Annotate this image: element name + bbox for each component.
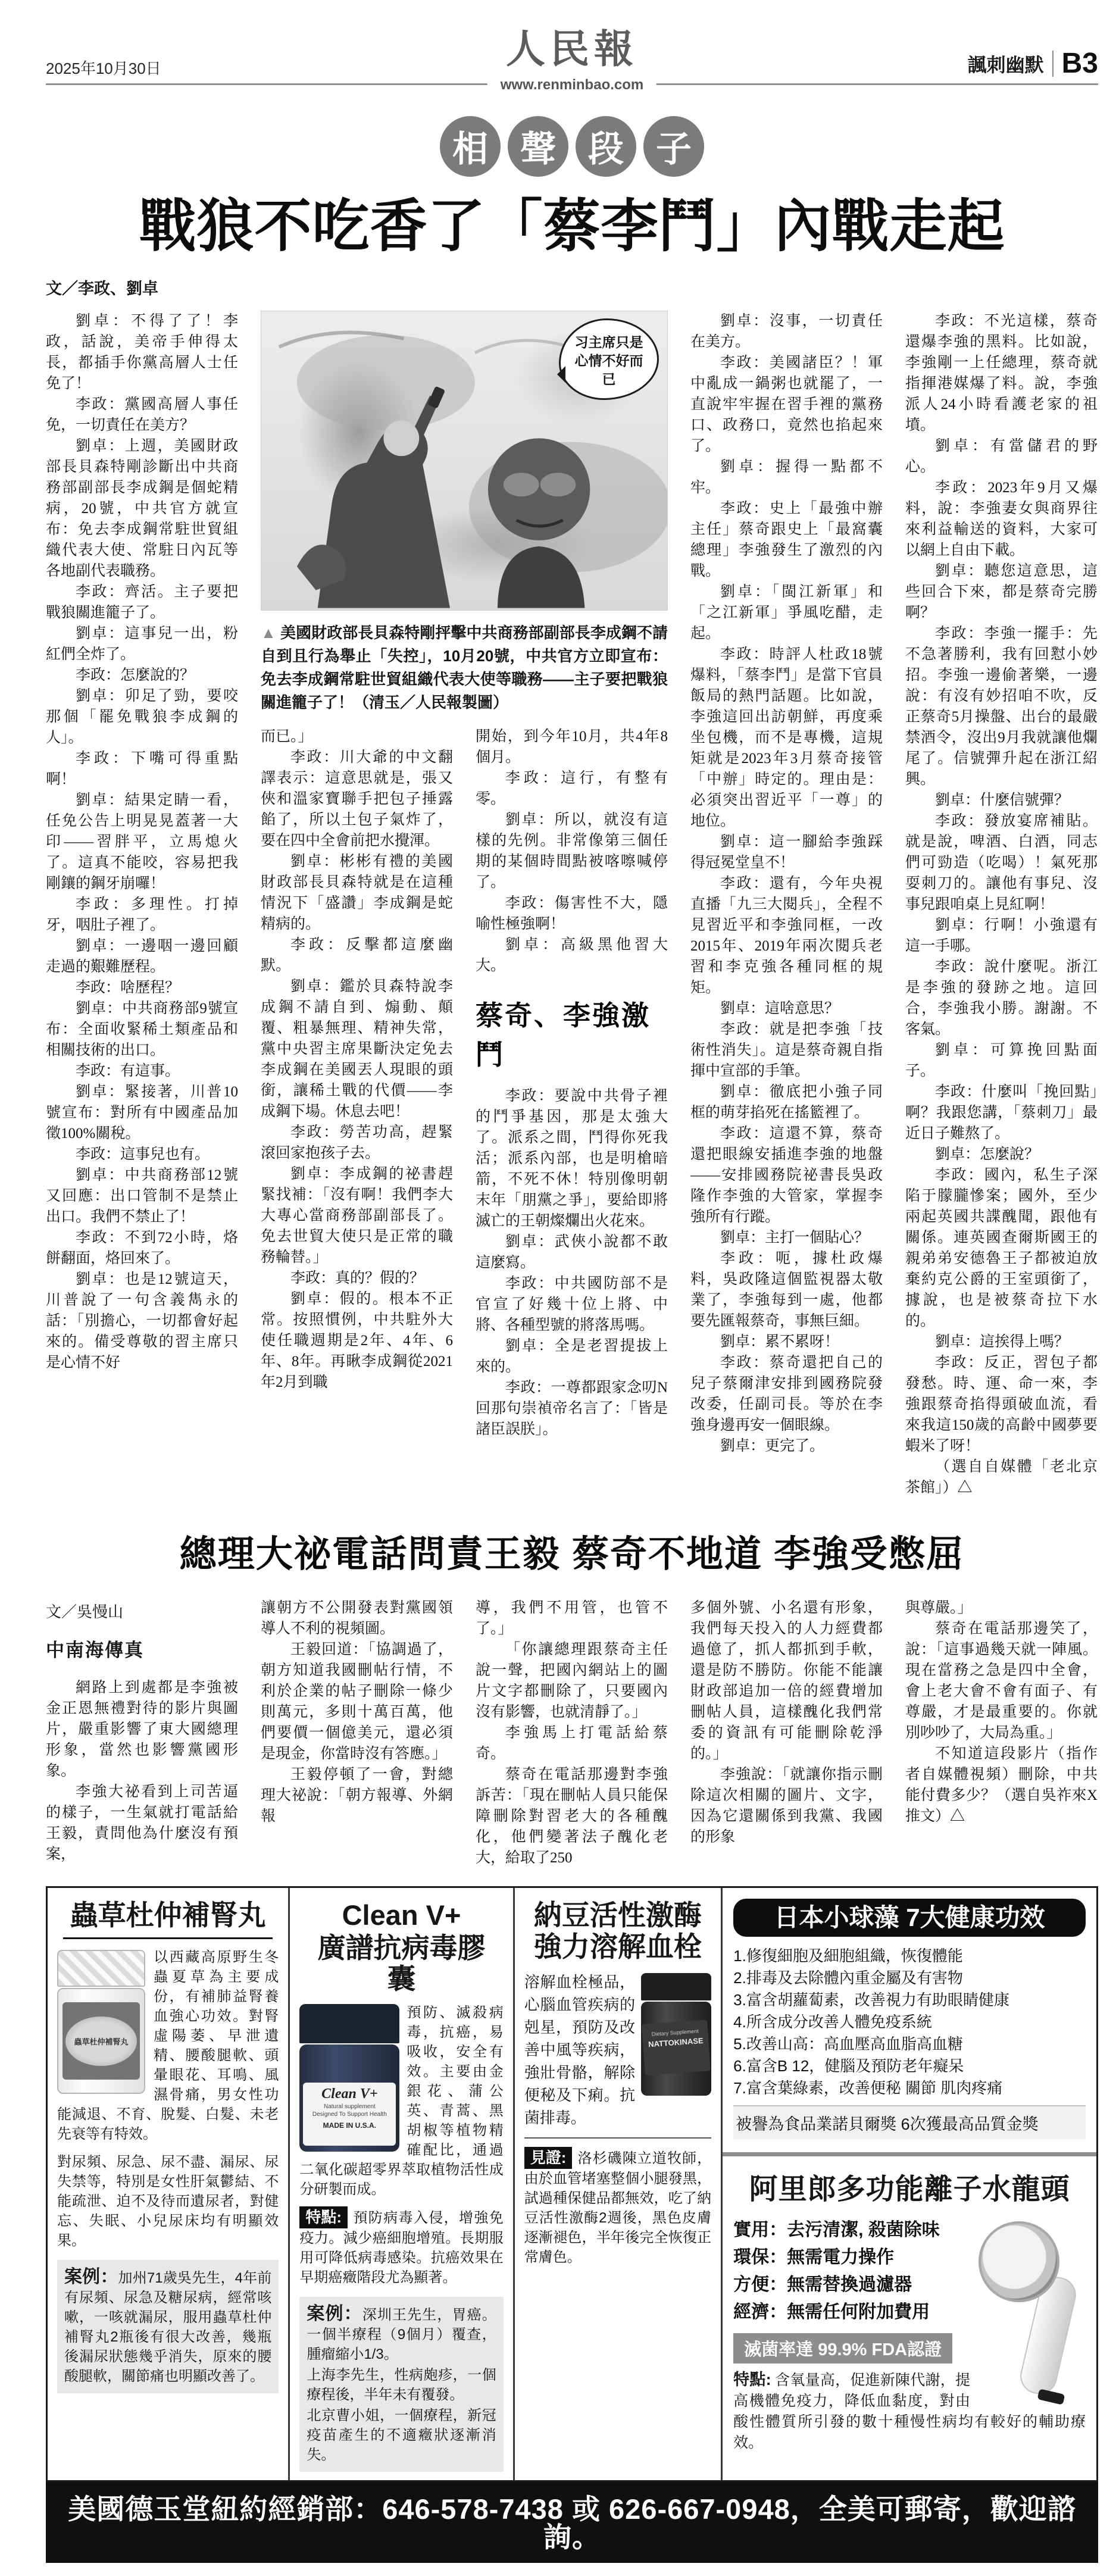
paragraph: 李政：怎麼說的？ — [76, 667, 195, 683]
article2-column-1 — [46, 1598, 238, 1868]
natto-bottle-image — [641, 1973, 711, 2099]
paragraph: 李政：李強一擺手：先不急著勝利，我有回懟小妙招。李強一邊偷著樂，一邊說：有沒有妙招咱不吹，反正蔡奇5月操盤、出台的最嚴禁酒令，沒出9月我就讓他爛尾了。信號彈升起在浙江紹興。 — [905, 625, 1098, 787]
paragraph: （選自自媒體「老北京茶館」）△ — [905, 1458, 1098, 1496]
case-text: 加州71歲吳先生，4年前有尿頻、尿急及糖尿病，經常咳嗽，一咳就漏尿，服用蟲草杜仲補腎丸2瓶後有很大改善，幾瓶後漏尿狀態幾乎消失，原來的腰酸腿軟，關節痛也明顯改善了。 — [64, 2270, 272, 2385]
paragraph: 李政：中共國防部不是官宣了好幾十位上將、中將、各種型號的將落馬嗎。 — [476, 1275, 668, 1333]
paragraph: 李強大祕看到上司苦逼的樣子，一生氣就打電話給王毅，責問他為什麼沒有預案， — [46, 1783, 238, 1862]
paragraph: 李政：時評人杜政18號爆料，「蔡李鬥」是當下官員飯局的熱門話題。比如說，李強這回出訪朝鮮，再度乘坐包機，而不是專機，這規矩就是2023年3月蔡奇接管「中辦」時定的。理由是：必須突出習近平「一尊」的地位。 — [690, 646, 883, 829]
article1-column-3 — [476, 726, 668, 1440]
case-label: 案例： — [307, 2303, 362, 2324]
bottle-cap — [299, 2004, 399, 2043]
paragraph: 劉卓：中共商務部9號宣布：全面收緊稀土類產品和相關技術的出口。 — [46, 1000, 238, 1058]
paragraph: 劉卓：主打一個貼心？ — [720, 1229, 870, 1246]
article1-subhead: 蔡奇、李強激鬥 — [476, 999, 651, 1070]
paragraph: 劉卓：鑑於貝森特說李成鋼不請自到、煽動、顛覆、粗暴無理、精神失常，黨中央習主席果斷決定免去李成鋼在美國丟人現眼的頭銜，讓稀土戰的代價——李成鋼下場。休息去吧！ — [261, 978, 453, 1120]
paragraph: 經濟：無需任何附加費用 — [733, 2302, 930, 2322]
caption-text: 美國財政部長貝森特剛抨擊中共商務部副部長李成鋼不請自到且行為舉止「失控」，10月20號，中共官方立即宣布：免去李成鋼常駐世貿組織代表大使等職務——主子要把戰狼關進籠子了！（清玉／人民報製圖） — [261, 623, 668, 711]
witness-label: 見證: — [524, 2147, 573, 2169]
ad-chongcao-case — [57, 2260, 279, 2393]
masthead — [46, 17, 1098, 93]
paragraph: 6.富含B 12，健腦及預防老年癡呆 — [733, 2057, 964, 2075]
ad-cleanv-title-en: Clean V+ — [342, 1899, 461, 1931]
paragraph: 李政：下嘴可得重點啊！ — [46, 750, 238, 787]
article1-column-1 — [46, 311, 238, 1498]
paragraph: 劉卓：李成鋼的祕書趕緊找補：「沒有啊！我們李大大專心當商務部副部長了。免去世貿大使只是正常的職務輪替。」 — [261, 1165, 453, 1265]
paragraph: 環保：無需電力操作 — [733, 2247, 895, 2268]
paragraph: 劉卓：沒事，一切責任在美方。 — [690, 312, 883, 350]
paragraph: 不知道這段影片（指作者自媒體視頻）刪除，中共能付費多少？（選自吳祚來X推文）△ — [905, 1745, 1098, 1824]
paragraph: 劉卓：這啥意思？ — [720, 1000, 840, 1017]
main-headline: 戰狼不吃香了「蔡李鬥」內戰走起 — [139, 195, 1005, 258]
paragraph: 劉卓：全是老習提拔上來的。 — [476, 1337, 668, 1375]
paragraph: 李政：呃，據杜政爆料，吳政隆這個監視器太敬業了，李強每到一處，他都要先匯報蔡奇，事無巨細。 — [690, 1250, 883, 1329]
bottle-label: NATTOKINASE — [648, 2036, 704, 2049]
paragraph: 李政：這還不算，蔡奇還把眼線安插進李強的地盤——安排國務院祕書長吳政隆作李強的大管家，掌握李強所有行蹤。 — [690, 1125, 883, 1225]
paragraph: 劉卓：卯足了勁，要咬那個「罷免戰狼李成鋼的人」。 — [46, 687, 238, 746]
newspaper-logo: 人民報 — [506, 28, 638, 71]
paragraph: 7.富含葉綠素，改善便秘 關節 肌肉疼痛 — [733, 2079, 1003, 2097]
ad-chlorella — [723, 1888, 1096, 2146]
main-article — [46, 311, 1098, 1498]
main-byline: 文／李政、劉卓 — [46, 279, 158, 298]
paragraph: 「你讓總理跟蔡奇主任說一聲，把國內網站上的圖片文字都刪除了，只要國內沒有影響，也就清靜了。」 — [476, 1641, 668, 1720]
paragraph: 李政：國內，私生子深陷于朦朧慘案；國外，至少兩起英國共諜醜聞，跟他有關係。連英國查爾斯國王的親弟弟安德魯王子都被迫放棄約克公爵的王室頭銜了，據說，也是被蔡奇拉下水的。 — [905, 1167, 1098, 1329]
paragraph: 李政：還有，今年央視直播「九三大閱兵」，全程不見習近平和李強同框，一改2015年、2019年兩次閱兵老習和李克強各種同框的規矩。 — [690, 875, 883, 996]
ad-chlorella-title: 日本小球藻 7大健康功效 — [733, 1899, 1086, 1937]
paragraph: 李政：真的？假的？ — [290, 1270, 425, 1286]
cartoon-caption — [261, 621, 668, 714]
case-1: 深圳王先生，胃癌。一個半療程（9個月）覆查，腫瘤縮小1/3。 — [307, 2306, 496, 2362]
paragraph: 3.富含胡蘿蔔素，改善視力有助眼睛健康 — [733, 1991, 1009, 2009]
ad-chongcao-intro: 以西藏高原野生冬蟲夏草為主要成份，有補肺益腎養血強心功效。對腎虛陽萎、早泄遺精、腰酸腿軟、頭暈眼花、耳鳴、風濕骨痛，男女性功能減退、不育、脫髮、白髮、未老先衰等有特效。 — [57, 1949, 279, 2143]
second-kicker: 中南海傳真 — [46, 1639, 144, 1661]
paragraph: 劉卓：更完了。 — [720, 1437, 825, 1454]
ad-right-column — [721, 1888, 1096, 2480]
ad-natto-divider — [524, 2137, 711, 2139]
paragraph: 王毅停頓了一會，對總理大祕說：「朝方報導、外網報 — [261, 1766, 453, 1824]
paragraph: 劉卓：所以，就沒有這樣的先例。非常像第三個任期的某個時間點被喀嚓喊停了。 — [476, 811, 668, 890]
paragraph: 劉卓：行啊！小強還有這一手哪。 — [905, 917, 1098, 954]
article2-column-3 — [476, 1598, 668, 1868]
ad-natto-witness — [524, 2147, 711, 2267]
paragraph: 劉卓：握得一點都不牢。 — [690, 458, 883, 496]
paragraph: 李政：啥歷程？ — [76, 979, 180, 996]
paragraph: 開始，到今年10月，共4年8個月。 — [476, 728, 668, 765]
article1-column-3a — [476, 726, 668, 976]
ad-cleanv-feature — [299, 2206, 503, 2287]
editorial-cartoon — [261, 311, 668, 611]
paragraph: 李政：蔡奇還把自己的兒子蔡爾津安排到國務院發改委，任副司長。等於在李強身邊再安一個眼線。 — [690, 1354, 883, 1433]
faucet-product-image — [973, 2217, 1086, 2401]
distributor-contact-bar: 美國德玉堂紐約經銷部：646-578-7438 或 626-667-0948，全美可郵寄，歡迎諮詢。 — [46, 2482, 1098, 2563]
article2-column-2 — [261, 1598, 453, 1868]
section-name: 諷刺幽默 — [967, 54, 1044, 76]
paragraph: 李政：美國諸臣？！軍中亂成一鍋粥也就罷了，一直說牢牢握在習手裡的黨務口、政務口，竟然也掐起來了。 — [690, 354, 883, 454]
article1-column-3b — [476, 1086, 668, 1440]
column-badge — [46, 116, 1098, 177]
paragraph: 劉卓：不得了了！李政，話說，美帝手伸得太長，都插手你黨高層人士任免了！ — [46, 312, 238, 392]
paragraph: 李政：傷害性不大，隱喻性極強啊！ — [476, 895, 668, 932]
bottle-small-text: Dietary Supplement — [651, 2028, 699, 2037]
paragraph: 與尊嚴。」 — [905, 1599, 973, 1616]
case-label: 案例： — [64, 2267, 118, 2287]
feature-label: 特點: — [733, 2371, 771, 2389]
feature-text: 含氧量高，促進新陳代謝，提高機體免疫力，降低血黏度，對由酸性體質所引發的數十種慢性病均有較好的輔助療效。 — [733, 2372, 1086, 2452]
paragraph: 李強說：「就讓你指示刪除這次相關的圖片、文字，因為它還關係到我黨、我國的形象 — [690, 1766, 883, 1845]
paragraph: 蔡奇在電話那邊對李強訴苦：「現在刪帖人員只能保障刪除對習老大的各種醜化，他們變著法子醜化老大，給取了250 — [476, 1766, 668, 1866]
bottle-brand: Clean V+ — [321, 2086, 378, 2102]
newspaper-url: www.renminbao.com — [487, 77, 657, 93]
second-article — [46, 1598, 1098, 1868]
witness-text: 洛杉磯陳立道牧師，由於血管堵塞整個小腿發黑，試過種保健品都無效，吃了納豆活性激酶2週後，黑色皮膚逐漸褪色，半年後完全恢復正常膚色。 — [524, 2150, 712, 2265]
paragraph: 劉卓：怎麼說？ — [935, 1146, 1040, 1162]
bottle-cap — [641, 1973, 711, 2000]
cleanv-bottle-image — [299, 2004, 399, 2154]
paragraph: 李政：不到72小時，烙餅翻面，烙回來了。 — [46, 1229, 238, 1267]
article2-column-5 — [905, 1598, 1098, 1868]
article1-columns-2-3 — [261, 726, 668, 1440]
paragraph: 李政：齊活。主子要把戰狼關進籠子了。 — [46, 583, 238, 621]
paragraph: 李政：這事兒也有。 — [76, 1146, 210, 1162]
paragraph: 劉卓：一邊咽一邊回顧走過的艱難歷程。 — [46, 937, 238, 975]
paragraph: 李政：多理性。打掉牙，咽肚子裡了。 — [46, 896, 238, 933]
bottle-line1: Natural supplement — [323, 2103, 376, 2110]
ad-natto — [513, 1888, 721, 2480]
ad-chongcao — [48, 1888, 288, 2480]
paragraph: 劉卓：有當儲君的野心。 — [905, 437, 1098, 475]
ad-natto-title1: 納豆活性激酶 — [533, 1899, 702, 1931]
bottle-body — [299, 2044, 399, 2152]
article1-column-5 — [905, 311, 1098, 1498]
feature-text: 預防病毒入侵，增強免疫力。減少癌細胞增殖。長期服用可降低病毒感染。抗癌效果在早期癌癥階段尤為顯著。 — [299, 2209, 504, 2286]
paragraph: 網路上到處都是李強被金正恩無禮對待的影片與圖片，嚴重影響了東大國總理形象，當然也影響黨國形象。 — [46, 1679, 238, 1779]
ad-chongcao-para2: 對尿頻、尿急、尿不盡、漏尿、尿失禁等，特別是女性肝氣鬱結、不能疏泄、迫不及待而遺尿者，對健忘、失眠、小兒尿床均有明顯效果。 — [57, 2154, 279, 2249]
paragraph: 劉卓：假的。根本不正常。按照慣例，中共駐外大使任職週期是2年、4年、6年、8年。再瞅李成鋼從2021年2月到職 — [261, 1290, 453, 1390]
paragraph: 劉卓：這一腳給李強踩得冠冕堂皇不！ — [690, 833, 883, 871]
caption-triangle-icon: ▲ — [261, 623, 276, 642]
paragraph: 2.排毒及去除體內重金屬及有害物 — [733, 1969, 963, 1987]
case-2: 上海李先生，性病皰疹，一個療程後，半年未有覆發。 — [307, 2366, 496, 2403]
paragraph: 劉卓：彬彬有禮的美國財政部長貝森特就是在這種情況下「盛讚」李成鋼是蛇精病的。 — [261, 853, 453, 932]
paragraph: 李政：勞苦功高，趕緊滾回家抱孩子去。 — [261, 1124, 453, 1161]
paragraph: 李政：發放宴席補貼。就是說，啤酒、白酒，同志們可勁造（吃喝）！氣死那耍刺刀的。讓他有事兒、沒事兒跟咱桌上見紅啊！ — [905, 812, 1098, 912]
paragraph: 劉卓：這事兒一出，粉紅們全炸了。 — [46, 625, 238, 662]
ad-natto-title2: 強力溶解血栓 — [533, 1931, 702, 1963]
ad-cleanv-cases — [299, 2297, 503, 2472]
paragraph: 讓朝方不公開發表對黨國領導人不利的視頻圖。 — [261, 1599, 453, 1637]
bottle-label: 蟲草杜仲補腎丸 — [65, 2017, 137, 2066]
ad-faucet-title: 阿里郎多功能離子水龍頭 — [749, 2174, 1070, 2206]
ad-chlorella-footnote: 被譽為食品業諾貝爾獎 6次獲最高品質金獎 — [733, 2105, 1086, 2139]
paragraph: 劉卓：可算挽回點面子。 — [905, 1042, 1098, 1079]
second-byline: 文／吳慢山 — [46, 1602, 124, 1621]
paragraph: 李政：要說中共骨子裡的鬥爭基因，那是太強大了。派系之間，鬥得你死我活；派系內部，也是明槍暗箭，不死不休！特別像明朝末年「朋黨之爭」，要給即將滅亡的王朝燦爛出火花來。 — [476, 1087, 668, 1229]
paragraph: 劉卓：徹底把小強子同框的萌芽掐死在搖籃裡了。 — [690, 1083, 883, 1121]
paragraph: 李政：反擊都這麼幽默。 — [261, 936, 453, 974]
paragraph: 李政：川大爺的中文翻譯表示：這意思就是，張又俠和溫家寶聯手把包子捶露餡了，所以土包子氣炸了，要在四中全會前把水攪渾。 — [261, 749, 453, 849]
paragraph: 方便：無需替換過濾器 — [733, 2275, 912, 2295]
ad-natto-intro: 溶解血栓極品，心腦血管疾病的剋星，預防及改善中風等疾病，強壯骨骼，解除便秘及下痢。抗菌排毒。 — [524, 1972, 636, 2127]
cartoon-speech-bubble: 习主席只是心情不好而已 — [559, 318, 659, 400]
ad-cleanv-title: 廣譜抗病毒膠囊 — [317, 1932, 486, 1994]
paragraph: 劉卓：也是12號這天，川普說了一句含義雋永的話：「別擔心，一切都會好起來的。備受尊敬的習主席只是心情不好 — [46, 1271, 238, 1371]
badge-char: 段 — [576, 116, 636, 177]
bottle-cap — [57, 1950, 145, 1987]
paragraph: 劉卓：聽您這意思，這些回合下來，都是蔡奇完勝啊？ — [905, 562, 1098, 621]
second-headline: 總理大祕電話問責王毅 蔡奇不地道 李強受憋屈 — [179, 1533, 965, 1575]
ad-faucet — [723, 2152, 1096, 2461]
article1-column-2 — [261, 726, 453, 1440]
issue-date: 2025年10月30日 — [46, 60, 161, 77]
article2-column-1-text — [46, 1677, 238, 1865]
paragraph: 實用：去污清潔, 殺菌除味 — [733, 2220, 940, 2240]
page-number: B3 — [1061, 48, 1098, 79]
paragraph: 王毅回道：「協調過了，朝方知道我國刪帖行情，不利於企業的帖子刪除一條少則萬元，多則十萬百萬，他們要價一個億美元，還必須是現金，你當時沒有答應。」 — [261, 1641, 453, 1762]
ad-faucet-fda-bar: 滅菌率達 99.9% FDA認證 — [733, 2333, 952, 2364]
bottle-made-in: MADE IN U.S.A. — [323, 2121, 376, 2130]
paragraph: 劉卓：結果定睛一看，任免公告上明晃晃蓋著一大印——習胖平，立馬熄火了。這真不能咬，容易把我剛鑲的鋼牙崩囉！ — [46, 792, 238, 892]
bottle-body — [57, 1988, 145, 2094]
article1-column-4 — [690, 311, 883, 1498]
article2-column-4 — [690, 1598, 883, 1868]
paragraph: 劉卓：高級黑他習大大。 — [476, 936, 668, 974]
paragraph: 而已。」 — [261, 728, 313, 745]
section-divider — [1052, 51, 1054, 77]
paragraph: 李政：2023年9月又爆料，說：李強妻女與商界往來利益輸送的資料，大家可以網上自由下載。 — [905, 479, 1098, 558]
paragraph: 李政：反正，習包子都發愁。時、運、命一來，李強跟蔡奇掐得頭破血流，看來我這150歲的高齡中國夢要蝦米了呀！ — [905, 1354, 1098, 1454]
bottle-line2: Designed To Support Health — [312, 2111, 387, 2118]
paragraph: 劉卓：上週，美國財政部長貝森特剛診斷出中共商務部副部長李成鋼是個蛇精病，20號，中共官方就宣布：免去李成鋼常駐世貿組織代表大使、常駐日內瓦等各地副代表職務。 — [46, 437, 238, 579]
paragraph: 李政：一尊都跟家念叨N回那句崇禎帝名言了：「皆是諸臣誤朕」。 — [476, 1379, 668, 1437]
paragraph: 李政：有這事。 — [76, 1062, 180, 1079]
paragraph: 劉卓：中共商務部12號又回應：出口管制不是禁止出口。我們不禁止了！ — [46, 1167, 238, 1225]
paragraph: 蔡奇在電話那邊笑了，說：「這事過幾天就一陣風。現在當務之急是四中全會，會上老大會不會有面子、有尊嚴，才是最重要的。你就別吵吵了，大局為重。」 — [905, 1620, 1098, 1741]
case-3: 北京曹小姐，一個療程，新冠疫苗產生的不適癥狀逐漸消失。 — [307, 2407, 496, 2463]
ad-chlorella-list — [733, 1945, 1086, 2099]
badge-char: 聲 — [508, 116, 568, 177]
paragraph: 劉卓：緊接著，川普10號宣布：對所有中國產品加徵100%關稅。 — [46, 1083, 238, 1142]
ad-cleanv — [288, 1888, 512, 2480]
feature-label: 特點: — [299, 2206, 348, 2228]
paragraph: 劉卓：什麼信號彈？ — [935, 792, 1070, 808]
paragraph: 劉卓：「閩江新軍」和「之江新軍」爭風吃醋，走起。 — [690, 583, 883, 642]
badge-char: 相 — [440, 116, 501, 177]
paragraph: 李政：說什麼呢。浙江是李強的發跡之地。這回合，李強我小勝。謝謝。不客氣。 — [905, 958, 1098, 1037]
paragraph: 劉卓：這挨得上嗎？ — [935, 1333, 1070, 1350]
paragraph: 5.改善山高：高血壓高血脂高血糖 — [733, 2035, 963, 2053]
paragraph: 多個外號、小名還有形象，我們每天投入的人力經費都過億了，抓人都抓到手軟，還是防不勝防。你能不能讓財政部追加一倍的經費增加刪帖人員，這樣醜化我們常委的資訊有可能刪除乾淨的。」 — [690, 1599, 883, 1762]
paragraph: 李政：黨國高層人事任免，一切責任在美方？ — [46, 396, 238, 433]
article1-center-block — [261, 311, 668, 1498]
paragraph: 4.所含成分改善人體免疫系統 — [733, 2013, 932, 2031]
paragraph: 劉卓：武俠小說都不敢這麼寫。 — [476, 1233, 668, 1271]
paragraph: 劉卓：累不累呀！ — [720, 1333, 840, 1350]
section-block — [968, 47, 1098, 80]
paragraph: 1.修復細胞及細胞組織，恢復體能 — [733, 1947, 963, 1965]
paragraph: 李政：這行，有整有零。 — [476, 770, 668, 807]
paragraph: 李強馬上打電話給蔡奇。 — [476, 1724, 668, 1762]
bottle-body — [641, 2002, 711, 2096]
paragraph: 導，我們不用管，也管不了。」 — [476, 1599, 668, 1637]
chongcao-bottle-image — [57, 1950, 145, 2093]
paragraph: 李政：什麼叫「挽回點」啊？我跟您講，「蔡刺刀」最近日子難熬了。 — [905, 1083, 1098, 1142]
ad-chongcao-title: 蟲草杜仲補腎丸 — [63, 1900, 273, 1940]
advertisement-strip — [46, 1886, 1098, 2482]
badge-char: 子 — [643, 116, 704, 177]
paragraph: 李政：就是把李強「技術性消失」。這是蔡奇親自指揮中宣部的手筆。 — [690, 1021, 883, 1079]
paragraph: 李政：不光這樣，蔡奇還爆李強的黑料。比如說，李強剛一上任總理，蔡奇就指揮港媒爆了料。說，李強派人24小時看護老家的祖墳。 — [905, 312, 1098, 433]
paragraph: 李政：史上「最強中辦主任」蔡奇跟史上「最窩囊總理」李強發生了激烈的內戰。 — [690, 500, 883, 579]
ad-cleanv-intro: 預防、滅殺病毒，抗癌，易吸收，安全有效。主要由金銀花、蒲公英、青蒿、黑胡椒等植物精確配比，通過二氧化碳超零界萃取植物活性成分研製而成。 — [299, 2004, 504, 2197]
